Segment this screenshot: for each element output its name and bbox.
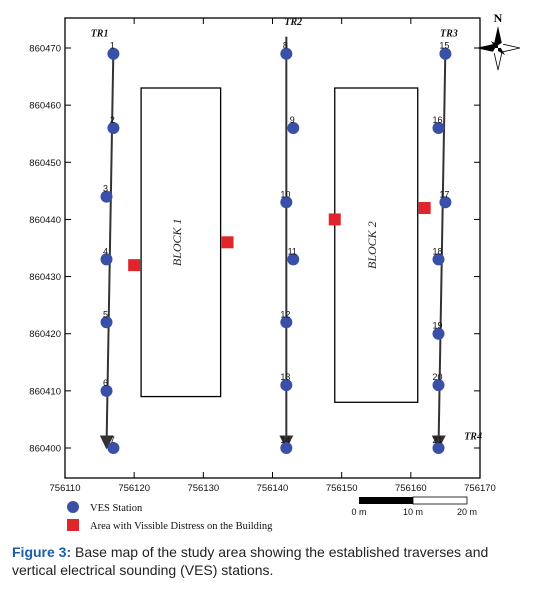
ves-station-number: 2: [109, 115, 115, 125]
y-axis: [29, 44, 480, 455]
blocks-layer: [141, 88, 418, 402]
x-axis: [50, 18, 496, 494]
legend-distress-label: Area with Vissible Distress on the Building: [90, 521, 273, 532]
ves-station-number: 1: [109, 40, 115, 51]
y-tick-label: 860450: [29, 157, 61, 169]
y-tick-label: 860430: [29, 272, 61, 284]
ves-station-number: 7: [109, 435, 115, 445]
traverse-label: TR2: [284, 17, 303, 29]
legend-distress-marker: [67, 519, 79, 531]
figure-label: Figure 3:: [12, 544, 72, 560]
distress-marker: [419, 202, 431, 214]
ves-station-number: 3: [102, 183, 109, 194]
x-tick-label: 756120: [118, 483, 151, 494]
north-label: N: [493, 11, 503, 25]
block-label-1: BLOCK 1: [169, 218, 184, 267]
distress-marker: [128, 259, 140, 271]
ves-station-number: 21: [432, 435, 443, 445]
scale-label-20: 20 m: [456, 507, 478, 517]
traverse-label: TR1: [90, 28, 109, 40]
caption-text: Base map of the study area showing the established traverses and vertical electrical sounding (VES) stations.: [12, 544, 489, 578]
x-tick-label: 756150: [325, 483, 358, 494]
scale-label-0: 0 m: [351, 507, 367, 517]
ves-stations: [101, 41, 452, 454]
ves-station-number: 17: [439, 189, 450, 200]
scale-bar: [351, 497, 477, 517]
block-label-2: BLOCK 2: [365, 221, 380, 269]
north-arrow: [476, 11, 520, 70]
ves-station-number: 18: [432, 246, 443, 257]
ves-station-number: 19: [432, 320, 443, 331]
ves-station-number: 9: [289, 115, 295, 125]
ves-station-number: 20: [432, 372, 443, 383]
y-tick-label: 860460: [29, 100, 61, 112]
ves-station-number: 8: [282, 40, 288, 51]
ves-station-number: 15: [439, 40, 450, 51]
x-tick-label: 756160: [394, 483, 427, 494]
x-tick-label: 756130: [187, 483, 220, 494]
traverse-lines: [107, 37, 446, 448]
y-tick-label: 860420: [29, 329, 61, 341]
distress-marker: [329, 213, 341, 225]
legend-station-marker: [67, 501, 79, 513]
ves-station-number: 10: [280, 189, 291, 200]
y-tick-label: 860440: [29, 214, 61, 226]
distress-marker: [222, 236, 234, 248]
ves-station-number: 16: [432, 115, 443, 125]
x-tick-label: 756140: [256, 483, 289, 494]
y-tick-label: 860470: [29, 43, 61, 55]
legend-station-label: VES Station: [90, 503, 143, 514]
y-tick-label: 860400: [29, 443, 61, 455]
figure-caption: [12, 543, 534, 579]
ves-station-number: 6: [102, 377, 109, 388]
traverse-label: TR4: [464, 431, 482, 443]
y-tick-label: 860410: [29, 386, 61, 398]
ves-station-number: 4: [102, 246, 109, 257]
x-tick-label: 756110: [49, 483, 81, 494]
x-tick-label: 756170: [464, 483, 496, 494]
ves-station-number: 11: [287, 246, 297, 257]
ves-station-number: 14: [280, 435, 291, 445]
ves-station-number: 5: [102, 309, 109, 320]
ves-station-number: 13: [280, 372, 291, 383]
scale-label-10: 10 m: [402, 507, 424, 517]
traverse-label: TR3: [439, 28, 458, 40]
ves-station-number: 12: [280, 309, 291, 320]
legend: [67, 501, 273, 532]
